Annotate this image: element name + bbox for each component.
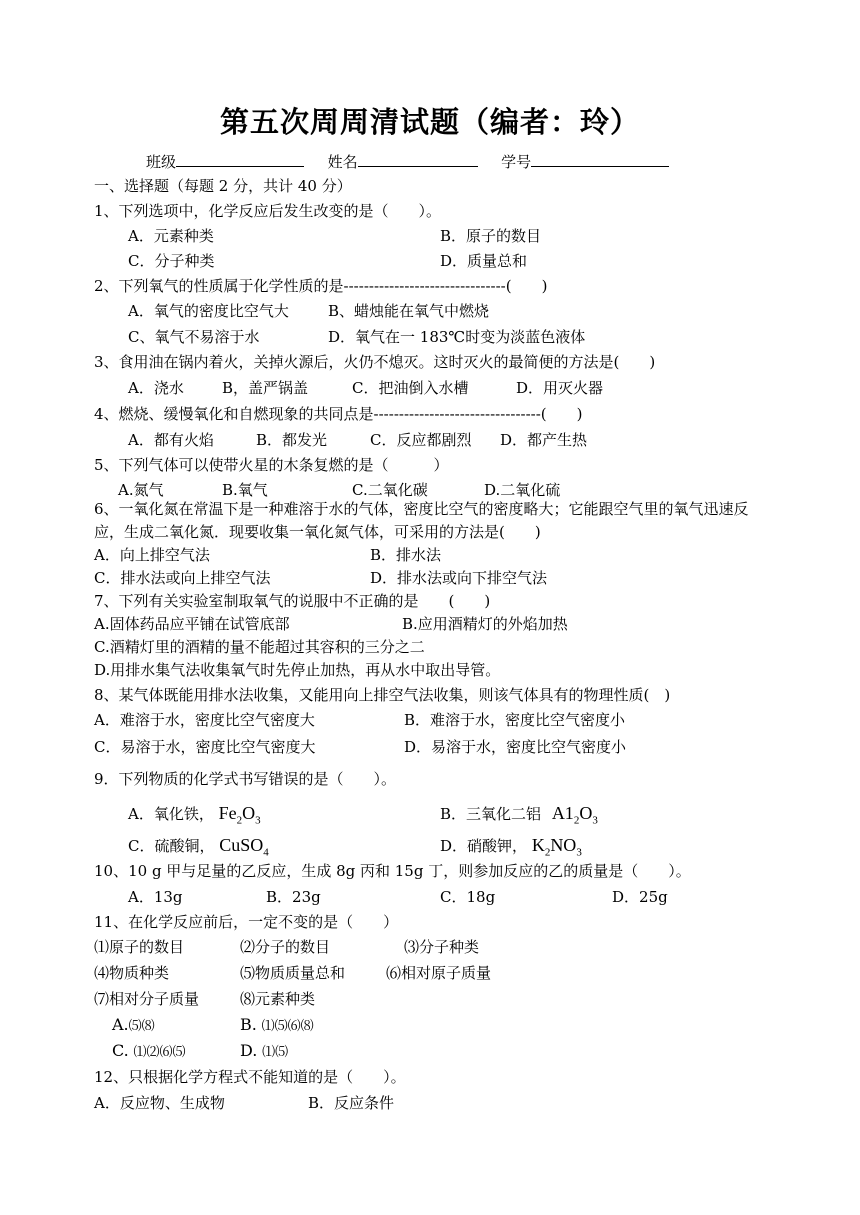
option-d[interactable]: D．都产生热 [500, 431, 588, 449]
student-info-row [146, 150, 669, 172]
option-c[interactable]: C．排水法或向上排空气法 [94, 569, 271, 587]
question-stem: 9．下列物质的化学式书写错误的是（ ）。 [94, 770, 397, 788]
option-b[interactable]: B．反应条件 [308, 1094, 395, 1112]
list-item: ⑴原子的数目 [94, 938, 185, 956]
question-stem: 5、下列气体可以使带火星的木条复燃的是（ ） [94, 456, 449, 474]
id-blank[interactable] [531, 150, 669, 167]
option-b[interactable]: B，盖严锅盖 [222, 379, 309, 397]
option-c[interactable]: C．18g [440, 888, 496, 906]
question-stem: 1、下列选项中，化学反应后发生改变的是（ ）。 [94, 202, 442, 220]
option-d[interactable]: D．质量总和 [440, 252, 528, 270]
list-item: ⑹相对原子质量 [386, 964, 492, 982]
option-a[interactable]: A．13g [128, 888, 183, 906]
class-label: 班级 [146, 153, 177, 171]
option-b[interactable]: B、蜡烛能在氧气中燃烧 [328, 302, 490, 320]
option-c[interactable]: C．易溶于水，密度比空气密度大 [94, 738, 316, 756]
option-b-label: B．三氧化二铝 [440, 805, 542, 823]
option-b[interactable] [440, 803, 598, 827]
option-d-label: D. [240, 1041, 258, 1060]
formula-fe2o3: $Fe_2O_3$ [218, 803, 261, 827]
option-a[interactable]: A．元素种类 [128, 227, 214, 245]
option-a[interactable]: A．反应物、生成物 [94, 1094, 225, 1112]
option-b-label: B. [240, 1015, 257, 1034]
name-label: 姓名 [327, 153, 358, 171]
list-item: ⑶分子种类 [404, 938, 480, 956]
option-d[interactable]: D.二氧化硫 [484, 481, 561, 499]
option-b[interactable]: B.应用酒精灯的外焰加热 [402, 615, 568, 633]
name-blank[interactable] [358, 150, 478, 167]
formula-k2no3: $K_2NO_3$ [531, 835, 582, 859]
option-a[interactable]: A．都有火焰 [128, 431, 214, 449]
option-a[interactable] [112, 1015, 155, 1037]
option-a-label: A．氧化铁， [128, 805, 214, 823]
option-c[interactable]: C.酒精灯里的酒精的量不能超过其容积的三分之二 [94, 638, 425, 656]
option-c[interactable]: C．把油倒入水槽 [352, 379, 469, 397]
option-d-label: D．硝酸钾， [440, 837, 528, 855]
option-c[interactable] [112, 1041, 186, 1063]
option-b[interactable]: B．原子的数目 [440, 227, 542, 245]
id-label: 学号 [501, 153, 532, 171]
section-heading: 一、选择题（每题 2 分，共计 40 分） [94, 177, 352, 195]
option-c[interactable]: C、氧气不易溶于水 [128, 328, 260, 346]
option-d[interactable]: D．易溶于水，密度比空气密度小 [404, 738, 627, 756]
option-a-label: A. [112, 1015, 129, 1034]
question-stem: 3、食用油在锅内着火，关掉火源后，火仍不熄灭。这时灭火的最简便的方法是( ) [94, 353, 656, 371]
option-b[interactable]: B．都发光 [256, 431, 328, 449]
option-b[interactable]: B．难溶于水，密度比空气密度小 [404, 711, 626, 729]
formula-cuso4: CuSO$_4$ [219, 835, 269, 859]
option-a[interactable]: A．难溶于水，密度比空气密度大 [94, 711, 315, 729]
question-stem: 4、燃烧、缓慢氧化和自燃现象的共同点是---------------------------------( ) [94, 405, 583, 423]
option-d-value: ⑴⑸ [262, 1045, 289, 1060]
option-c-value: ⑴⑵⑹⑸ [133, 1045, 186, 1060]
option-d[interactable] [240, 1041, 288, 1063]
option-b[interactable]: B．排水法 [370, 546, 442, 564]
list-item: ⑸物质质量总和 [240, 964, 346, 982]
option-c-label: C. [112, 1041, 129, 1060]
question-stem: 10、10 g 甲与足量的乙反应，生成 8g 丙和 15g 丁，则参加反应的乙的质量是（ ）。 [94, 862, 691, 880]
question-stem: 7、下列有关实验室制取氧气的说服中不正确的是 ( ) [94, 592, 491, 610]
question-stem: 2、下列氧气的性质属于化学性质的是--------------------------------( ) [94, 277, 548, 295]
option-d[interactable]: D．排水法或向下排空气法 [370, 569, 548, 587]
option-b-value: ⑴⑸⑹⑻ [261, 1019, 314, 1034]
option-b[interactable] [240, 1015, 314, 1037]
option-b[interactable]: B.氧气 [222, 481, 268, 499]
option-d[interactable]: D．25g [612, 888, 668, 906]
option-a[interactable]: A.固体药品应平铺在试管底部 [94, 615, 290, 633]
formula-al2o3: $A1_2O_3$ [551, 803, 598, 827]
question-stem: 11、在化学反应前后，一定不变的是（ ） [94, 913, 399, 931]
option-d[interactable] [440, 835, 582, 859]
option-a[interactable]: A.氮气 [118, 481, 164, 499]
option-c[interactable]: C．分子种类 [128, 252, 215, 270]
option-c[interactable]: C.二氧化碳 [352, 481, 428, 499]
page-title: 第五次周周清试题（编者：玲） [219, 105, 640, 139]
list-item: ⑺相对分子质量 [94, 990, 200, 1008]
option-d[interactable]: D．氧气在一 183℃时变为淡蓝色液体 [328, 328, 586, 346]
option-c[interactable] [128, 835, 269, 859]
option-d[interactable]: D．用灭火器 [516, 379, 604, 397]
question-stem: 6、一氧化氮在常温下是一种难溶于水的气体，密度比空气的密度略大；它能跟空气里的氧气迅速反应，生成二氧化氮．现要收集一氧化氮气体，可采用的方法是( ) [94, 500, 749, 541]
option-c[interactable]: C．反应都剧烈 [370, 431, 472, 449]
list-item: ⑷物质种类 [94, 964, 170, 982]
option-b[interactable]: B．23g [266, 888, 321, 906]
option-a[interactable]: A．氧气的密度比空气大 [128, 302, 289, 320]
option-a[interactable]: A．向上排空气法 [94, 546, 210, 564]
list-item: ⑵分子的数目 [240, 938, 331, 956]
option-c-label: C．硫酸铜， [128, 837, 215, 855]
option-a-value: ⑸⑻ [128, 1019, 155, 1034]
question-stem: 12、只根据化学方程式不能知道的是（ ）。 [94, 1068, 406, 1086]
option-a[interactable]: A．浇水 [128, 379, 184, 397]
class-blank[interactable] [176, 150, 304, 167]
option-a[interactable] [128, 803, 261, 827]
option-d[interactable]: D.用排水集气法收集氧气时先停止加热，再从水中取出导管。 [94, 661, 501, 679]
question-stem: 8、某气体既能用排水法收集，又能用向上排空气法收集，则该气体具有的物理性质( ) [94, 686, 671, 704]
list-item: ⑻元素种类 [240, 990, 316, 1008]
